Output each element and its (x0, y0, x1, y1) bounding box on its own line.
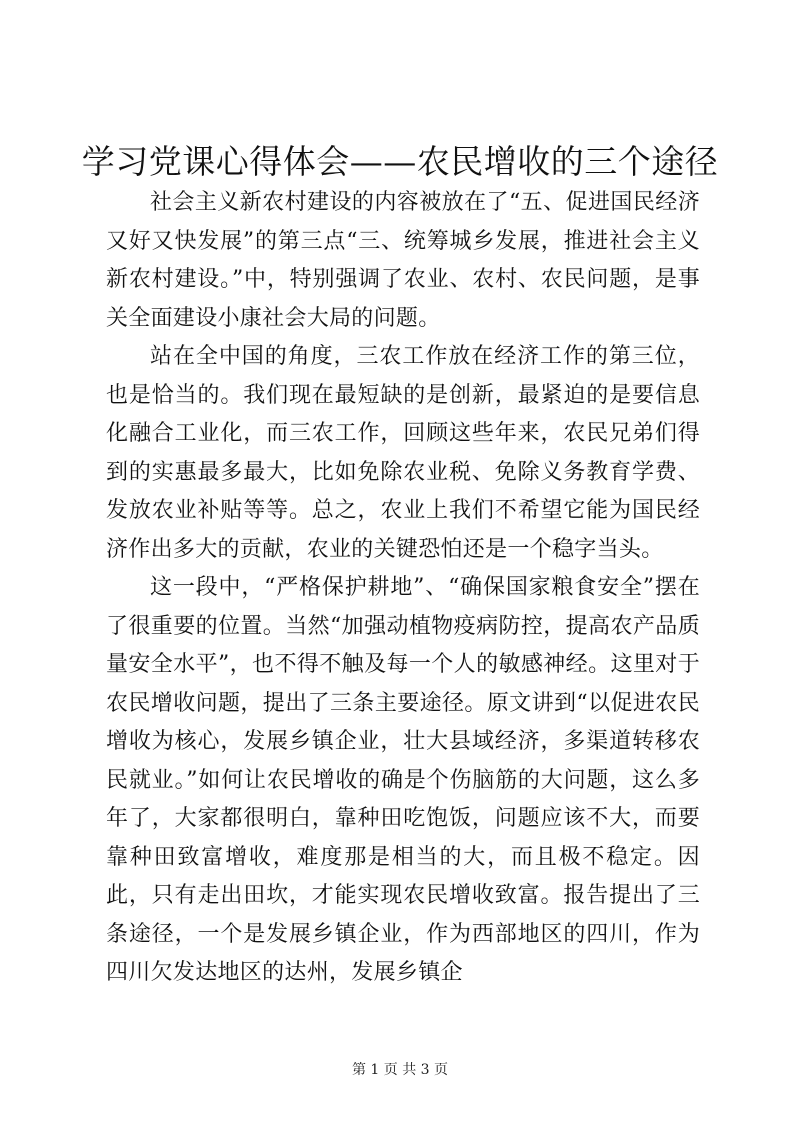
document-title: 学习党课心得体会——农民增收的三个途径 (81, 142, 719, 181)
paragraph-1: 社会主义新农村建设的内容被放在了“五、促进国民经济又好又快发展”的第三点“三、统筹城乡发展，推进社会主义新农村建设。”中，特别强调了农业、农村、农民问题，是事关全面建设小康社会大局的问题。 (106, 190, 700, 331)
paragraph-3: 这一段中，“严格保护耕地”、“确保国家粮食安全”摆在了很重要的位置。当然“加强动植物疫病防控，提高农产品质量安全水平”，也不得不触及每一个人的敏感神经。这里对于农民增收问题，提出了三条主要途径。原文讲到“以促进农民增收为核心，发展乡镇企业，壮大县域经济，多渠道转移农民就业。”如何让农民增收的确是个伤脑筋的大问题，这么多年了，大家都很明白，靠种田吃饱饭，问题应该不大，而要靠种田致富增收，难度那是相当的大，而且极不稳定。因此，只有走出田坎，才能实现农民增收致富。报告提出了三条途径，一个是发展乡镇企业，作为西部地区的四川，作为四川欠发达地区的达州，发展乡镇企 (106, 575, 700, 985)
document-body (106, 184, 700, 993)
page-footer (0, 1061, 800, 1079)
paragraph-2: 站在全中国的角度，三农工作放在经济工作的第三位，也是恰当的。我们现在最短缺的是创新，最紧迫的是要信息化融合工业化，而三农工作，回顾这些年来，农民兄弟们得到的实惠最多最大，比如免除农业税、免除义务教育学费、发放农业补贴等等。总之，农业上我们不希望它能为国民经济作出多大的贡献，农业的关键恐怕还是一个稳字当头。 (106, 344, 700, 562)
page-number-indicator: 第 1 页 共 3 页 (351, 1062, 449, 1078)
